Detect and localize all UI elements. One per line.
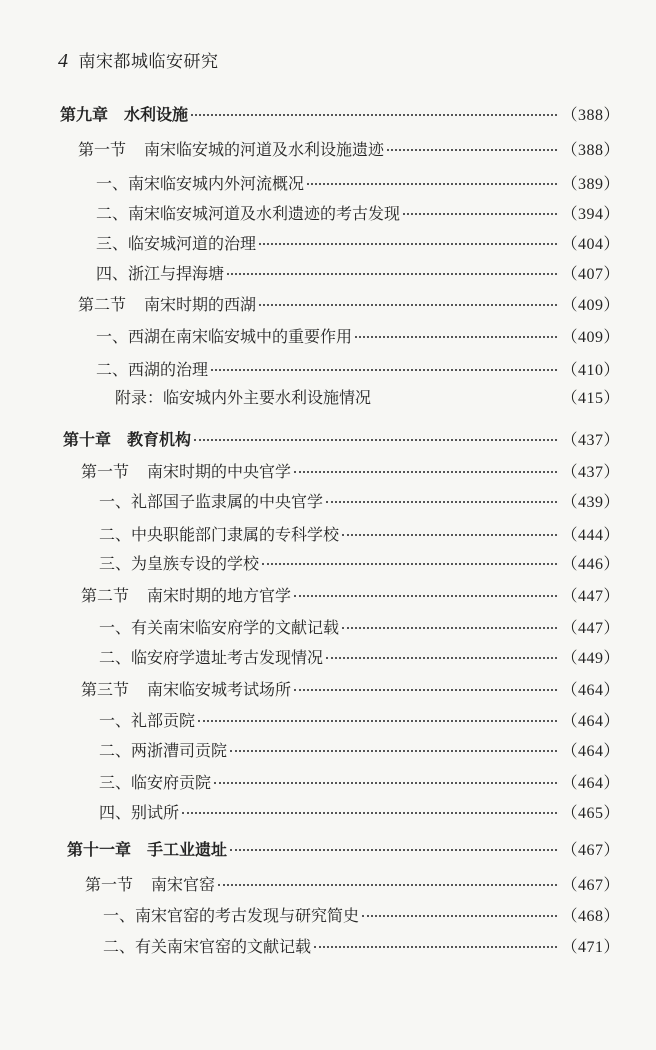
entry-title: 一、礼部国子监隶属的中央官学	[99, 492, 324, 511]
toc-entry	[81, 677, 620, 700]
section-label: 第二节	[81, 586, 130, 605]
dot-leader	[326, 501, 557, 503]
toc-entry	[60, 102, 620, 125]
toc-entry	[78, 292, 620, 315]
page-ref: （446）	[561, 556, 620, 573]
dot-leader	[355, 336, 557, 338]
toc-entry	[96, 357, 620, 380]
toc-entry	[96, 231, 620, 254]
dot-leader	[182, 812, 557, 814]
entry-title: 二、有关南宋官窑的文献记载	[103, 937, 312, 956]
toc-entry	[81, 459, 620, 482]
entry-title: 一、西湖在南宋临安城中的重要作用	[96, 327, 353, 346]
chapter-label: 第十章	[63, 430, 112, 449]
toc-entry	[67, 837, 620, 860]
section-label: 第二节	[78, 295, 127, 314]
page-ref: （471）	[561, 939, 620, 956]
page-ref: （467）	[561, 877, 620, 894]
section-label: 第一节	[85, 875, 134, 894]
dot-leader	[259, 304, 557, 306]
page-ref: （444）	[561, 527, 620, 544]
chapter-title: 水利设施	[124, 105, 189, 124]
toc-entry	[96, 261, 620, 284]
section-title: 南宋临安城的河道及水利设施遗迹	[144, 140, 385, 159]
toc-entry	[99, 522, 620, 545]
toc-entry	[81, 583, 620, 606]
page-ref: （449）	[561, 650, 620, 667]
page-ref: （464）	[561, 775, 620, 792]
book-title: 南宋都城临安研究	[78, 52, 219, 72]
section-label: 第一节	[78, 140, 127, 159]
toc-entry	[103, 934, 620, 957]
entry-title: 一、礼部贡院	[99, 711, 196, 730]
page-ref: （407）	[561, 266, 620, 283]
page-ref: （464）	[561, 682, 620, 699]
running-header	[58, 47, 219, 73]
entry-title: 一、南宋临安城内外河流概况	[96, 174, 305, 193]
dot-leader	[294, 471, 557, 473]
dot-leader	[314, 946, 557, 948]
dot-leader	[362, 915, 557, 917]
page-ref: （464）	[561, 743, 620, 760]
toc-entry	[99, 738, 620, 761]
section-title: 南宋时期的西湖	[144, 295, 257, 314]
entry-title: 附录：临安城内外主要水利设施情况	[115, 388, 372, 407]
page-ref: （394）	[561, 206, 620, 223]
section-title: 南宋时期的中央官学	[147, 462, 292, 481]
section-title: 南宋官窑	[151, 875, 216, 894]
dot-leader	[227, 273, 557, 275]
chapter-title: 教育机构	[127, 430, 192, 449]
page-ref: （415）	[561, 390, 620, 407]
dot-leader	[194, 439, 557, 441]
toc-entry	[96, 324, 620, 347]
dot-leader	[326, 657, 557, 659]
entry-title: 二、两浙漕司贡院	[99, 741, 228, 760]
entry-title: 四、别试所	[99, 803, 180, 822]
page-ref: （404）	[561, 236, 620, 253]
dot-leader	[198, 720, 557, 722]
dot-leader	[294, 595, 557, 597]
section-title: 南宋时期的地方官学	[147, 586, 292, 605]
entry-title: 二、西湖的治理	[96, 360, 209, 379]
entry-title: 一、南宋官窑的考古发现与研究简史	[103, 906, 360, 925]
toc-entry	[78, 137, 620, 160]
toc-entry	[99, 489, 620, 512]
page-number: 4	[58, 50, 69, 72]
toc-entry	[96, 171, 620, 194]
page-ref: （464）	[561, 713, 620, 730]
toc-entry	[99, 770, 620, 793]
page-ref: （467）	[561, 842, 620, 859]
dot-leader	[342, 627, 557, 629]
page-ref: （410）	[561, 362, 620, 379]
dot-leader	[218, 884, 557, 886]
page-ref: （409）	[561, 329, 620, 346]
page-ref: （389）	[561, 176, 620, 193]
entry-title: 二、中央职能部门隶属的专科学校	[99, 525, 340, 544]
toc-entry	[99, 645, 620, 668]
chapter-title: 手工业遗址	[147, 840, 228, 859]
toc-entry	[99, 708, 620, 731]
page-ref: （437）	[561, 432, 620, 449]
toc-entry	[99, 800, 620, 823]
dot-leader	[230, 750, 557, 752]
page-ref: （468）	[561, 908, 620, 925]
entry-title: 四、浙江与捍海塘	[96, 264, 225, 283]
dot-leader	[214, 782, 557, 784]
entry-title: 三、临安府贡院	[99, 773, 212, 792]
page-ref: （447）	[561, 620, 620, 637]
chapter-label: 第十一章	[67, 840, 132, 859]
entry-title: 二、临安府学遗址考古发现情况	[99, 648, 324, 667]
page-ref: （439）	[561, 494, 620, 511]
toc-entry	[115, 385, 620, 408]
toc-entry	[99, 551, 620, 574]
toc-entry	[103, 903, 620, 926]
dot-leader	[259, 243, 557, 245]
page-ref: （447）	[561, 588, 620, 605]
toc-entry	[99, 615, 620, 638]
entry-title: 一、有关南宋临安府学的文献记载	[99, 618, 340, 637]
page-ref: （388）	[561, 107, 620, 124]
page-ref: （437）	[561, 464, 620, 481]
page-ref: （409）	[561, 297, 620, 314]
toc-entry	[96, 201, 620, 224]
dot-leader	[262, 563, 557, 565]
toc-entry	[63, 427, 620, 450]
entry-title: 二、南宋临安城河道及水利遗迹的考古发现	[96, 204, 401, 223]
page-ref: （388）	[561, 142, 620, 159]
dot-leader	[387, 149, 557, 151]
dot-leader	[230, 849, 557, 851]
dot-leader	[211, 369, 557, 371]
section-title: 南宋临安城考试场所	[147, 680, 292, 699]
section-label: 第三节	[81, 680, 130, 699]
dot-leader	[403, 213, 557, 215]
dot-leader	[342, 534, 557, 536]
dot-leader	[191, 114, 557, 116]
toc-entry	[85, 872, 620, 895]
section-label: 第一节	[81, 462, 130, 481]
dot-leader	[294, 689, 557, 691]
chapter-label: 第九章	[60, 105, 109, 124]
entry-title: 三、临安城河道的治理	[96, 234, 257, 253]
entry-title: 三、为皇族专设的学校	[99, 554, 260, 573]
page-ref: （465）	[561, 805, 620, 822]
dot-leader	[307, 183, 557, 185]
